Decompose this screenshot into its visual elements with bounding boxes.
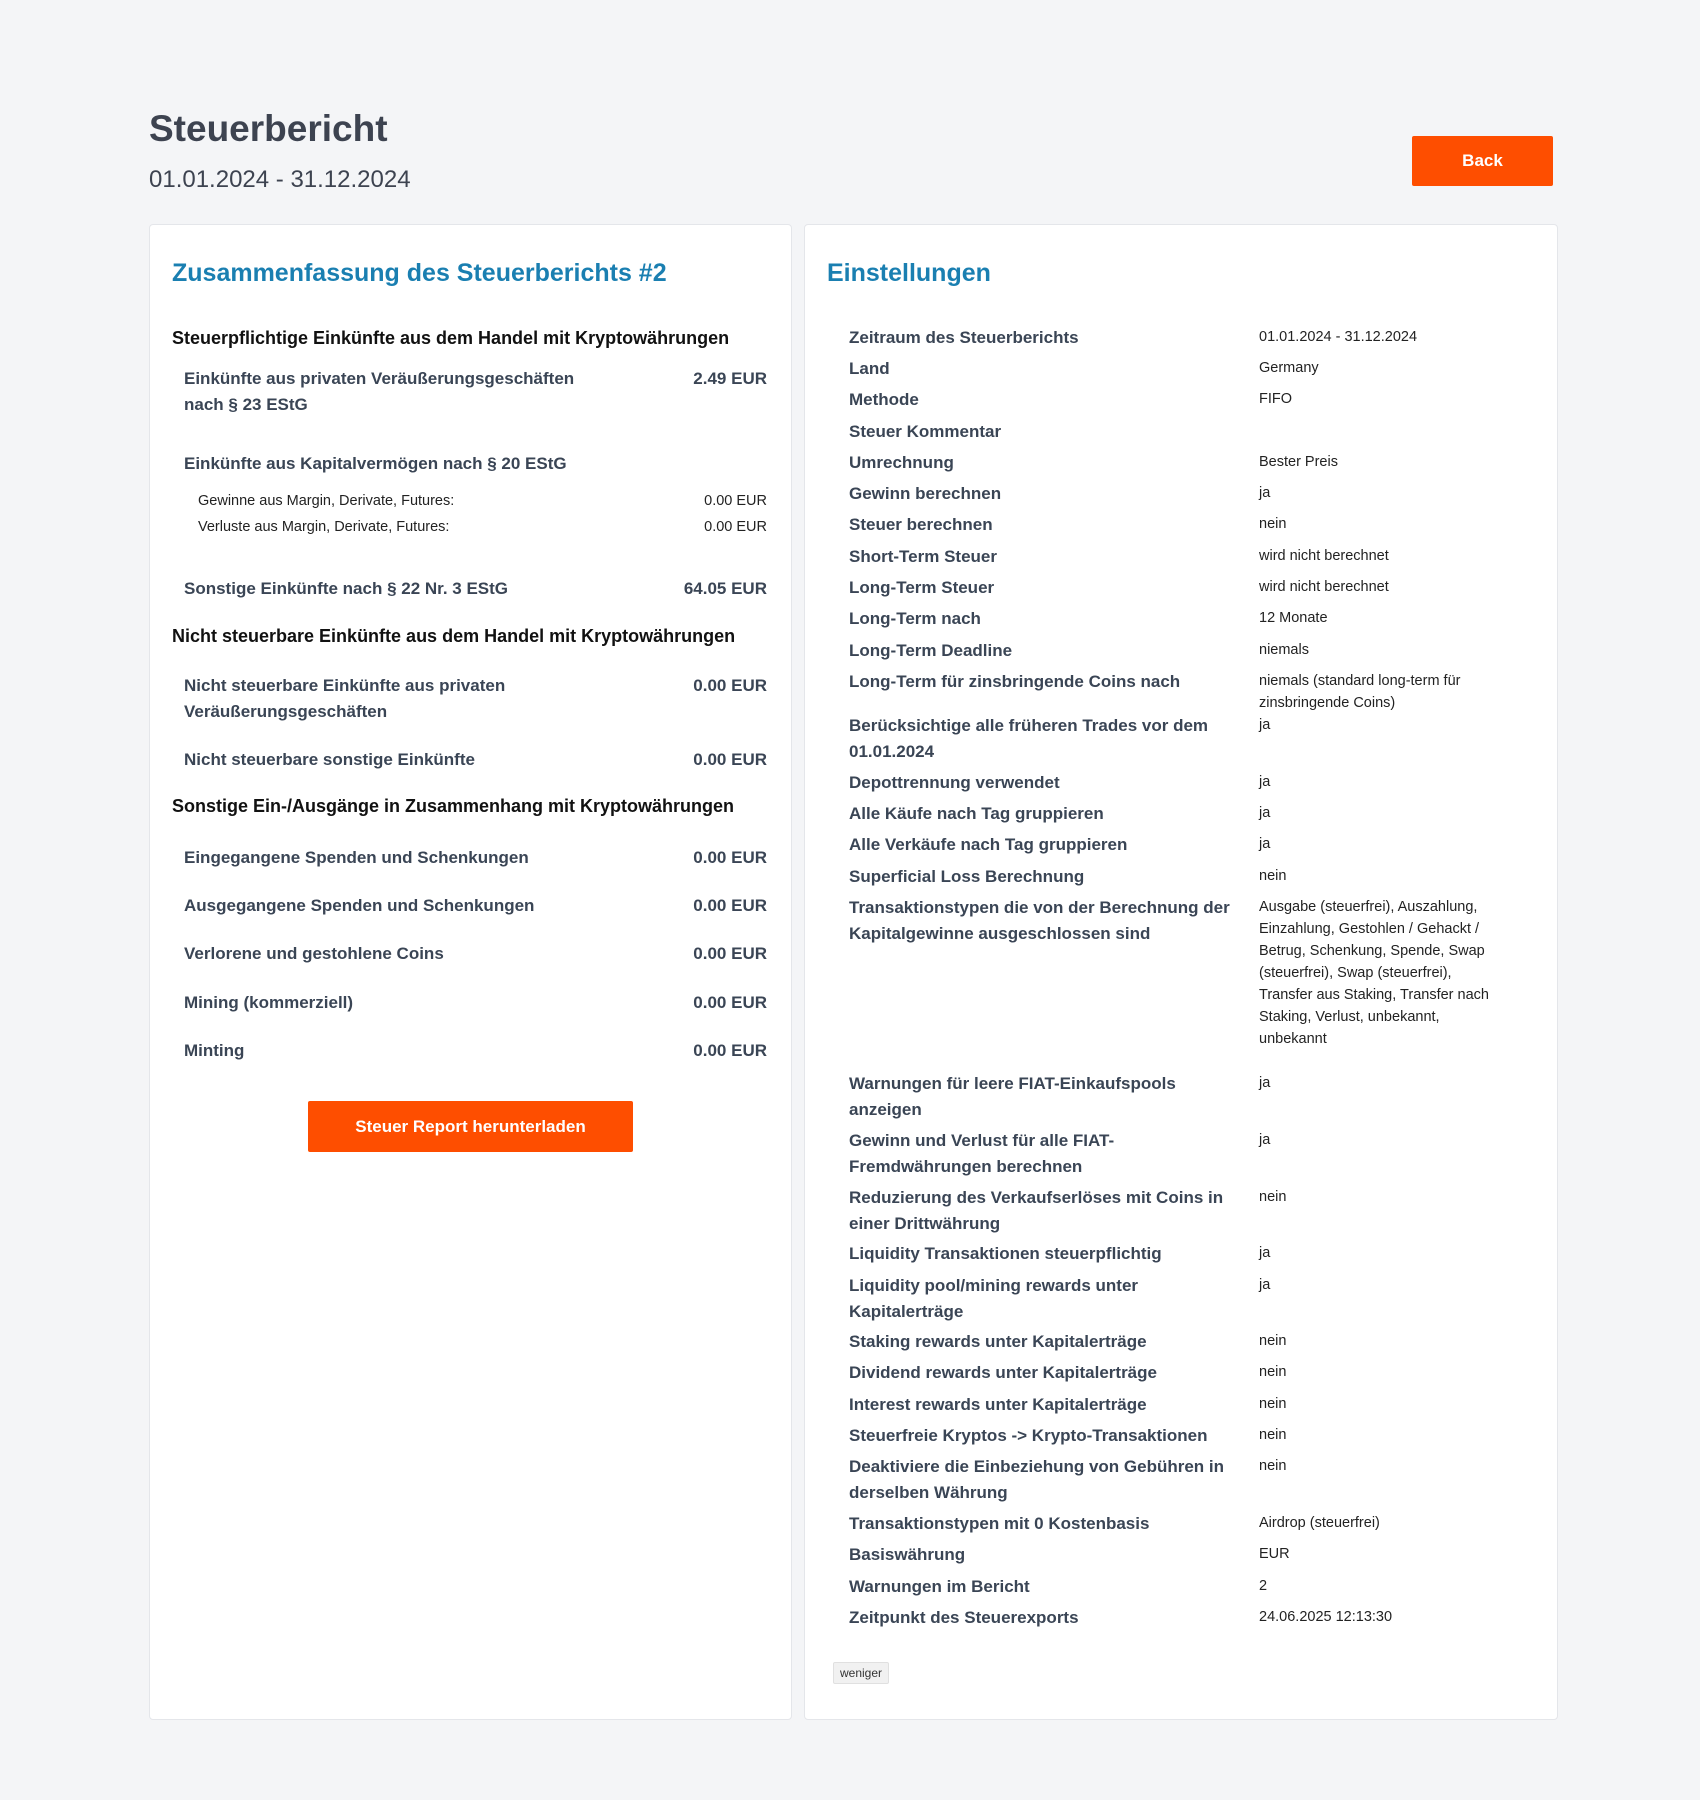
setting-label: Liquidity Transaktionen steuerpflichtig xyxy=(849,1244,1162,1263)
setting-label: Basiswährung xyxy=(849,1545,966,1564)
setting-value: ja xyxy=(1259,485,1271,501)
setting-value: ja xyxy=(1259,1075,1271,1091)
back-button[interactable]: Back xyxy=(1412,136,1553,186)
setting-label: Methode xyxy=(849,390,919,409)
setting-label: Berücksichtige alle früheren Trades vor dem 01.01.2024 xyxy=(849,716,1209,761)
other-income-label: Sonstige Einkünfte nach § 22 Nr. 3 EStG xyxy=(184,579,509,598)
setting-value: Ausgabe (steuerfrei), Auszahlung, Einzahlung, Gestohlen / Gehackt / Betrug, Schenkung, Spende, Swap (steuerfrei), Swap (steuerfrei), Transfer aus Staking, Transfer nach Staking, Verlust, unbekannt, unbekannt xyxy=(1259,899,1489,1047)
setting-value: EUR xyxy=(1259,1546,1290,1562)
minting-label: Minting xyxy=(184,1041,245,1060)
setting-value: Airdrop (steuerfrei) xyxy=(1259,1515,1380,1531)
setting-label: Warnungen für leere FIAT-Einkaufspools anzeigen xyxy=(849,1074,1176,1119)
setting-label: Reduzierung des Verkaufserlöses mit Coins in einer Drittwährung xyxy=(849,1188,1224,1233)
setting-value: 24.06.2025 12:13:30 xyxy=(1259,1609,1393,1625)
settings-title: Einstellungen xyxy=(827,259,991,287)
setting-value: nein xyxy=(1259,516,1287,532)
setting-label: Liquidity pool/mining rewards unter Kapitalerträge xyxy=(849,1276,1139,1321)
nontax-other-label: Nicht steuerbare sonstige Einkünfte xyxy=(184,750,475,769)
private-sales-value: 2.49 EUR xyxy=(693,369,767,388)
show-less-button[interactable]: weniger xyxy=(833,1662,889,1684)
mining-label: Mining (kommerziell) xyxy=(184,993,354,1012)
mining-value: 0.00 EUR xyxy=(693,993,767,1012)
margin-gains-label: Gewinne aus Margin, Derivate, Futures: xyxy=(198,493,455,509)
setting-value: nein xyxy=(1259,1458,1287,1474)
setting-label: Long-Term für zinsbringende Coins nach xyxy=(849,672,1181,691)
page-title: Steuerbericht xyxy=(149,108,388,149)
setting-value: wird nicht berechnet xyxy=(1259,548,1389,564)
setting-value: niemals (standard long-term für zinsbringende Coins) xyxy=(1259,673,1461,711)
private-sales-label: Einkünfte aus privaten Veräußerungsgeschäften nach § 23 EStG xyxy=(184,369,575,414)
margin-losses-label: Verluste aus Margin, Derivate, Futures: xyxy=(198,519,450,535)
nontax-private-label: Nicht steuerbare Einkünfte aus privaten Veräußerungsgeschäften xyxy=(184,676,506,721)
setting-value: nein xyxy=(1259,1396,1287,1412)
setting-label: Gewinn und Verlust für alle FIAT-Fremdwährungen berechnen xyxy=(849,1131,1115,1176)
setting-label: Interest rewards unter Kapitalerträge xyxy=(849,1395,1147,1414)
margin-gains-value: 0.00 EUR xyxy=(704,493,767,509)
setting-label: Short-Term Steuer xyxy=(849,547,997,566)
setting-label: Transaktionstypen die von der Berechnung der Kapitalgewinne ausgeschlossen sind xyxy=(849,898,1230,943)
donations-out-label: Ausgegangene Spenden und Schenkungen xyxy=(184,896,535,915)
lost-coins-label: Verlorene und gestohlene Coins xyxy=(184,944,444,963)
setting-label: Steuer Kommentar xyxy=(849,422,1002,441)
other-income-value: 64.05 EUR xyxy=(683,579,767,598)
setting-value: 2 xyxy=(1259,1578,1268,1594)
donations-in-value: 0.00 EUR xyxy=(693,848,767,867)
section-other-heading: Sonstige Ein-/Ausgänge in Zusammenhang mit Kryptowährungen xyxy=(172,796,735,816)
setting-label: Zeitraum des Steuerberichts xyxy=(849,328,1079,347)
nontax-private-value: 0.00 EUR xyxy=(693,676,767,695)
summary-card xyxy=(149,224,792,1720)
setting-value: 01.01.2024 - 31.12.2024 xyxy=(1259,329,1418,345)
setting-value: ja xyxy=(1259,717,1271,733)
setting-label: Alle Verkäufe nach Tag gruppieren xyxy=(849,835,1128,854)
setting-label: Gewinn berechnen xyxy=(849,484,1002,503)
setting-value: wird nicht berechnet xyxy=(1259,579,1389,595)
report-period: 01.01.2024 - 31.12.2024 xyxy=(149,166,411,193)
setting-value: nein xyxy=(1259,1364,1287,1380)
setting-value: nein xyxy=(1259,868,1287,884)
setting-value: niemals xyxy=(1259,642,1309,658)
capital-income-label: Einkünfte aus Kapitalvermögen nach § 20 EStG xyxy=(184,454,567,473)
section-taxable-heading: Steuerpflichtige Einkünfte aus dem Handel mit Kryptowährungen xyxy=(172,328,730,348)
lost-coins-value: 0.00 EUR xyxy=(693,944,767,963)
setting-label: Long-Term Steuer xyxy=(849,578,995,597)
setting-value: FIFO xyxy=(1259,391,1293,407)
setting-label: Transaktionstypen mit 0 Kostenbasis xyxy=(849,1514,1150,1533)
setting-label: Zeitpunkt des Steuerexports xyxy=(849,1608,1079,1627)
nontax-other-value: 0.00 EUR xyxy=(693,750,767,769)
donations-out-value: 0.00 EUR xyxy=(693,896,767,915)
setting-value: ja xyxy=(1259,1245,1271,1261)
setting-label: Dividend rewards unter Kapitalerträge xyxy=(849,1363,1157,1382)
setting-label: Alle Käufe nach Tag gruppieren xyxy=(849,804,1104,823)
setting-label: Staking rewards unter Kapitalerträge xyxy=(849,1332,1147,1351)
setting-label: Warnungen im Bericht xyxy=(849,1577,1030,1596)
setting-label: Land xyxy=(849,359,890,378)
setting-label: Long-Term Deadline xyxy=(849,641,1013,660)
settings-card xyxy=(804,224,1558,1720)
setting-value: nein xyxy=(1259,1189,1287,1205)
setting-value: ja xyxy=(1259,1277,1271,1293)
setting-value: ja xyxy=(1259,836,1271,852)
summary-title: Zusammenfassung des Steuerberichts #2 xyxy=(172,259,667,287)
download-report-button[interactable]: Steuer Report herunterladen xyxy=(308,1101,633,1152)
setting-value: 12 Monate xyxy=(1259,610,1328,626)
setting-label: Steuerfreie Kryptos -> Krypto-Transaktionen xyxy=(849,1426,1208,1445)
setting-label: Long-Term nach xyxy=(849,609,981,628)
setting-label: Deaktiviere die Einbeziehung von Gebühren in derselben Währung xyxy=(849,1457,1225,1502)
setting-value: ja xyxy=(1259,805,1271,821)
setting-value: ja xyxy=(1259,774,1271,790)
setting-value: ja xyxy=(1259,1132,1271,1148)
setting-label: Depottrennung verwendet xyxy=(849,773,1060,792)
margin-losses-value: 0.00 EUR xyxy=(704,519,767,535)
donations-in-label: Eingegangene Spenden und Schenkungen xyxy=(184,848,529,867)
setting-value: nein xyxy=(1259,1333,1287,1349)
setting-value: Germany xyxy=(1259,360,1319,376)
setting-value: nein xyxy=(1259,1427,1287,1443)
minting-value: 0.00 EUR xyxy=(693,1041,767,1060)
setting-label: Superficial Loss Berechnung xyxy=(849,867,1085,886)
setting-value: Bester Preis xyxy=(1259,454,1338,470)
setting-label: Umrechnung xyxy=(849,453,954,472)
setting-label: Steuer berechnen xyxy=(849,515,993,534)
section-nontaxable-heading: Nicht steuerbare Einkünfte aus dem Handel mit Kryptowährungen xyxy=(172,626,736,646)
